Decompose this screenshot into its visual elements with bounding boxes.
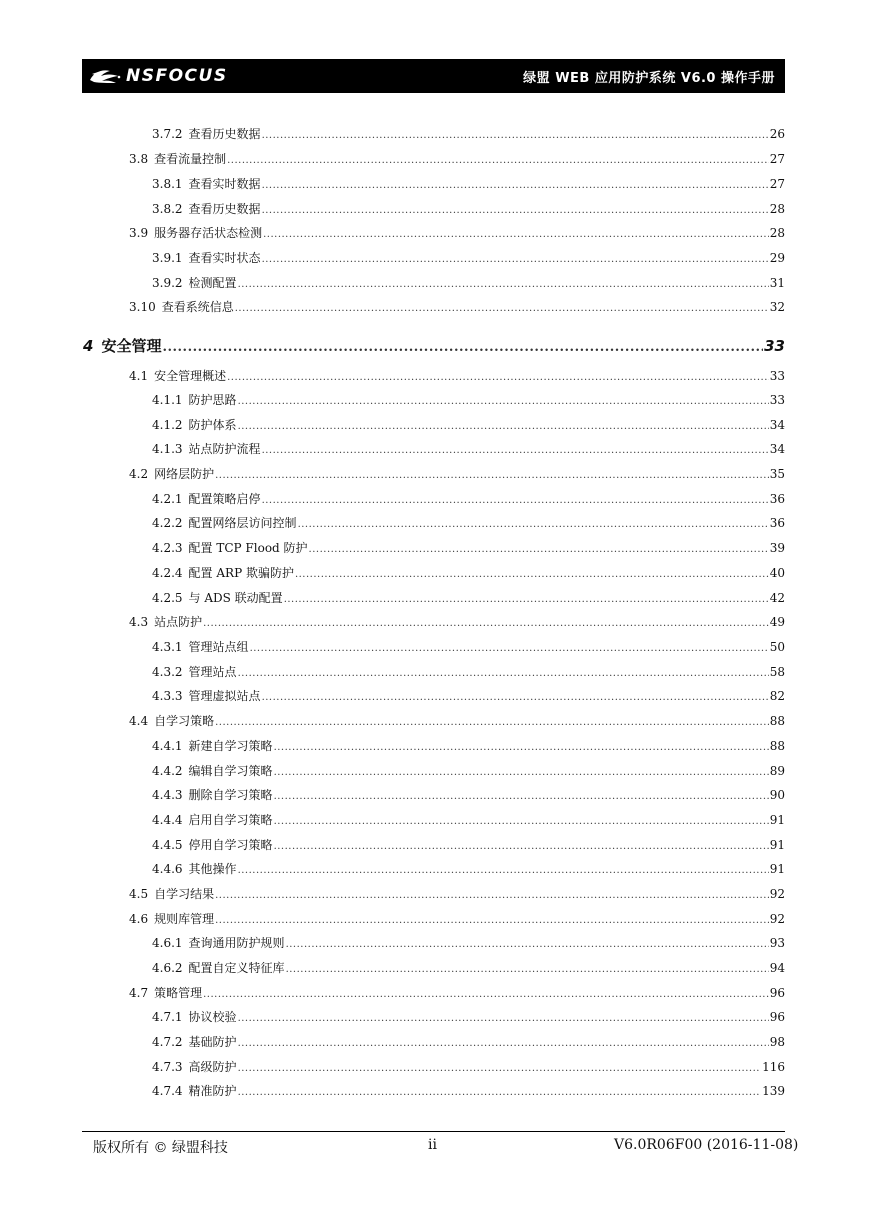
toc-dot-leader (262, 490, 769, 510)
toc-entry-page: 32 (769, 300, 785, 314)
toc-dot-leader (250, 638, 769, 658)
toc-entry[interactable] (129, 712, 785, 730)
toc-dot-leader (262, 200, 769, 220)
footer-version: V6.0R06F00 (2016-11-08) (614, 1137, 799, 1153)
toc-dot-leader (263, 224, 769, 244)
toc-entry-number: 3.9.1 (152, 251, 183, 265)
toc-entry-title: 启用自学习策略 (188, 813, 273, 827)
toc-entry[interactable] (129, 298, 785, 316)
toc-entry-page: 26 (769, 127, 785, 141)
toc-entry-number: 4.2.3 (152, 541, 183, 555)
toc-entry-title: 管理虚拟站点 (188, 689, 261, 703)
toc-entry-page: 33 (769, 369, 785, 383)
toc-entry-title: 配置网络层访问控制 (188, 516, 297, 530)
toc-entry-number: 4.1 (129, 369, 149, 383)
toc-entry-page: 50 (769, 640, 785, 654)
toc-dot-leader (284, 589, 769, 609)
toc-dot-leader (238, 663, 769, 683)
toc-entry[interactable] (152, 514, 785, 532)
toc-entry-number: 3.8 (129, 152, 149, 166)
toc-entry[interactable] (152, 1058, 785, 1076)
toc-entry-title: 查询通用防护规则 (188, 936, 285, 950)
toc-entry[interactable] (152, 1033, 785, 1051)
toc-entry-title: 配置 TCP Flood 防护 (188, 541, 308, 555)
toc-entry[interactable] (152, 811, 785, 829)
toc-entry-page: 33 (764, 337, 785, 355)
toc-entry-page: 94 (769, 961, 785, 975)
toc-entry-title: 查看实时数据 (188, 177, 261, 191)
toc-entry-number: 4.7.1 (152, 1010, 183, 1024)
toc-entry-page: 58 (769, 665, 785, 679)
toc-dot-leader (238, 860, 769, 880)
toc-entry-page: 93 (769, 936, 785, 950)
toc-entry-page: 88 (769, 714, 785, 728)
document-title: 绿盟 WEB 应用防护系统 V6.0 操作手册 (523, 70, 775, 86)
toc-entry[interactable] (152, 737, 785, 755)
toc-entry-title: 删除自学习策略 (188, 788, 273, 802)
toc-entry[interactable] (129, 367, 785, 385)
toc-entry-title: 查看历史数据 (188, 202, 261, 216)
toc-entry[interactable] (129, 224, 785, 242)
toc-entry-number: 4.6 (129, 912, 149, 926)
toc-entry[interactable] (129, 150, 785, 168)
toc-dot-leader (162, 335, 763, 359)
toc-entry[interactable] (152, 125, 785, 143)
toc-entry-title: 查看实时状态 (188, 251, 261, 265)
toc-dot-leader (238, 1008, 769, 1028)
logo-text: NSFOCUS (126, 66, 228, 86)
toc-dot-leader (227, 150, 769, 170)
toc-entry-number: 4.3 (129, 615, 149, 629)
toc-entry-title: 其他操作 (188, 862, 237, 876)
toc-entry[interactable] (152, 391, 785, 409)
toc-entry-number: 3.9.2 (152, 276, 183, 290)
toc-entry-page: 29 (769, 251, 785, 265)
toc-dot-leader (215, 910, 769, 930)
toc-entry[interactable] (152, 687, 785, 705)
toc-entry-page: 88 (769, 739, 785, 753)
toc-entry[interactable] (152, 589, 785, 607)
toc-dot-leader (274, 786, 769, 806)
toc-dot-leader (203, 613, 769, 633)
toc-entry[interactable] (152, 490, 785, 508)
toc-entry-number: 4.1.3 (152, 442, 183, 456)
toc-entry[interactable] (152, 539, 785, 557)
toc-entry-number: 4.7.2 (152, 1035, 183, 1049)
toc-entry-page: 28 (769, 202, 785, 216)
toc-entry-page: 39 (769, 541, 785, 555)
toc-entry[interactable] (152, 959, 785, 977)
toc-entry[interactable] (129, 465, 785, 483)
toc-entry-title: 与 ADS 联动配置 (188, 591, 283, 605)
toc-entry-title: 新建自学习策略 (188, 739, 273, 753)
toc-entry-title: 配置 ARP 欺骗防护 (188, 566, 294, 580)
toc-dot-leader (203, 984, 769, 1004)
toc-entry[interactable] (152, 836, 785, 854)
toc-entry-number: 4.4.3 (152, 788, 183, 802)
toc-entry-title: 检测配置 (188, 276, 237, 290)
toc-entry-number: 3.7.2 (152, 127, 183, 141)
toc-entry-title: 规则库管理 (154, 912, 215, 926)
toc-dot-leader (262, 687, 769, 707)
toc-entry-title: 管理站点组 (188, 640, 249, 654)
toc-dot-leader (309, 539, 769, 559)
toc-entry-number: 4.3.3 (152, 689, 183, 703)
toc-dot-leader (238, 391, 769, 411)
toc-entry-number: 4.4.2 (152, 764, 183, 778)
page-header (82, 59, 785, 93)
toc-dot-leader (227, 367, 769, 387)
toc-entry[interactable] (129, 613, 785, 631)
toc-entry-page: 91 (769, 838, 785, 852)
toc-entry-page: 33 (769, 393, 785, 407)
toc-entry-page: 34 (769, 418, 785, 432)
toc-dot-leader (215, 885, 769, 905)
toc-entry[interactable] (152, 249, 785, 267)
toc-entry-number: 4.6.2 (152, 961, 183, 975)
toc-dot-leader (274, 762, 769, 782)
toc-entry-title: 管理站点 (188, 665, 237, 679)
toc-entry-title: 配置自定义特征库 (188, 961, 285, 975)
toc-entry-page: 82 (769, 689, 785, 703)
toc-entry-page: 116 (762, 1060, 785, 1074)
toc-entry-page: 27 (769, 177, 785, 191)
toc-dot-leader (262, 249, 769, 269)
toc-entry-page: 92 (769, 912, 785, 926)
toc-entry-page: 36 (769, 516, 785, 530)
toc-dot-leader (238, 1058, 762, 1078)
toc-dot-leader (238, 1033, 769, 1053)
toc-dot-leader (274, 836, 769, 856)
toc-dot-leader (215, 465, 769, 485)
toc-entry-title: 高级防护 (188, 1060, 237, 1074)
toc-entry[interactable] (129, 984, 785, 1002)
toc-entry-number: 4.7 (129, 986, 149, 1000)
toc-entry-title: 站点防护 (154, 615, 203, 629)
toc-entry-page: 89 (769, 764, 785, 778)
toc-entry-number: 4.2.1 (152, 492, 183, 506)
toc-dot-leader (262, 175, 769, 195)
toc-entry-title: 自学习结果 (154, 887, 215, 901)
toc-entry[interactable] (152, 762, 785, 780)
toc-entry[interactable] (83, 335, 785, 357)
toc-entry-title: 停用自学习策略 (188, 838, 273, 852)
toc-dot-leader (295, 564, 769, 584)
toc-entry-number: 4.7.3 (152, 1060, 183, 1074)
toc-entry-page: 92 (769, 887, 785, 901)
toc-entry[interactable] (152, 663, 785, 681)
toc-entry-number: 4.2.4 (152, 566, 183, 580)
toc-entry[interactable] (152, 860, 785, 878)
toc-entry-number: 4.4.5 (152, 838, 183, 852)
toc-entry-number: 4.5 (129, 887, 149, 901)
toc-entry-title: 策略管理 (154, 986, 203, 1000)
toc-entry[interactable] (152, 564, 785, 582)
toc-entry-title: 精准防护 (188, 1084, 237, 1098)
toc-entry-title: 服务器存活状态检测 (154, 226, 263, 240)
footer-page-number: ii (428, 1137, 437, 1153)
toc-entry[interactable] (152, 638, 785, 656)
toc-entry-page: 96 (769, 1010, 785, 1024)
toc-entry-page: 36 (769, 492, 785, 506)
toc-entry-number: 3.10 (129, 300, 156, 314)
toc-entry-number: 4.2.2 (152, 516, 183, 530)
toc-entry-title: 网络层防护 (154, 467, 215, 481)
toc-entry-page: 35 (769, 467, 785, 481)
toc-entry-number: 3.8.1 (152, 177, 183, 191)
toc-entry-number: 3.9 (129, 226, 149, 240)
toc-entry-number: 4.3.2 (152, 665, 183, 679)
toc-entry-title: 安全管理 (101, 337, 162, 355)
toc-entry-page: 90 (769, 788, 785, 802)
toc-entry[interactable] (129, 885, 785, 903)
toc-entry-number: 4.4.1 (152, 739, 183, 753)
toc-entry-page: 91 (769, 813, 785, 827)
toc-entry-title: 站点防护流程 (188, 442, 261, 456)
eagle-logo-icon (88, 66, 122, 86)
toc-entry-page: 49 (769, 615, 785, 629)
toc-entry-page: 34 (769, 442, 785, 456)
toc-entry-page: 96 (769, 986, 785, 1000)
toc-entry-number: 4.1.2 (152, 418, 183, 432)
toc-entry-page: 91 (769, 862, 785, 876)
toc-entry-number: 4.3.1 (152, 640, 183, 654)
toc-entry[interactable] (129, 910, 785, 928)
toc-entry[interactable] (152, 274, 785, 292)
toc-entry-page: 98 (769, 1035, 785, 1049)
toc-entry-page: 139 (762, 1084, 785, 1098)
toc-entry-title: 查看系统信息 (161, 300, 234, 314)
toc-dot-leader (215, 712, 769, 732)
toc-dot-leader (286, 934, 769, 954)
toc-entry-page: 40 (769, 566, 785, 580)
toc-entry-number: 4.1.1 (152, 393, 183, 407)
toc-entry-title: 查看流量控制 (154, 152, 227, 166)
toc-entry-number: 4.6.1 (152, 936, 183, 950)
toc-dot-leader (286, 959, 769, 979)
toc-entry-number: 4.2 (129, 467, 149, 481)
toc-entry-page: 31 (769, 276, 785, 290)
toc-entry-number: 4.7.4 (152, 1084, 183, 1098)
toc-entry-title: 配置策略启停 (188, 492, 261, 506)
toc-entry-number: 3.8.2 (152, 202, 183, 216)
toc-entry-title: 自学习策略 (154, 714, 215, 728)
toc-entry[interactable] (152, 1082, 785, 1100)
toc-entry[interactable] (152, 440, 785, 458)
toc-entry-number: 4 (83, 337, 94, 355)
toc-entry-title: 防护思路 (188, 393, 237, 407)
toc-entry-title: 基础防护 (188, 1035, 237, 1049)
toc-entry-page: 27 (769, 152, 785, 166)
toc-entry[interactable] (152, 1008, 785, 1026)
toc-entry-title: 查看历史数据 (188, 127, 261, 141)
toc-entry-title: 协议校验 (188, 1010, 237, 1024)
toc-entry[interactable] (152, 786, 785, 804)
toc-entry[interactable] (152, 175, 785, 193)
toc-dot-leader (274, 811, 769, 831)
toc-dot-leader (262, 440, 769, 460)
toc-dot-leader (238, 274, 769, 294)
toc-entry-number: 4.2.5 (152, 591, 183, 605)
toc-entry-title: 安全管理概述 (154, 369, 227, 383)
toc-dot-leader (262, 125, 769, 145)
toc-dot-leader (298, 514, 769, 534)
toc-entry-title: 编辑自学习策略 (188, 764, 273, 778)
toc-dot-leader (238, 1082, 762, 1102)
toc-entry-title: 防护体系 (188, 418, 237, 432)
toc-entry-number: 4.4.6 (152, 862, 183, 876)
footer-copyright: 版权所有 © 绿盟科技 (93, 1140, 228, 1156)
toc-entry[interactable] (152, 416, 785, 434)
toc-entry[interactable] (152, 934, 785, 952)
toc-entry-page: 28 (769, 226, 785, 240)
footer-divider (82, 1131, 785, 1132)
toc-dot-leader (238, 416, 769, 436)
toc-entry-number: 4.4 (129, 714, 149, 728)
toc-dot-leader (235, 298, 769, 318)
toc-entry[interactable] (152, 200, 785, 218)
toc-dot-leader (274, 737, 769, 757)
toc-entry-number: 4.4.4 (152, 813, 183, 827)
toc-entry-page: 42 (769, 591, 785, 605)
company-logo (88, 66, 228, 86)
